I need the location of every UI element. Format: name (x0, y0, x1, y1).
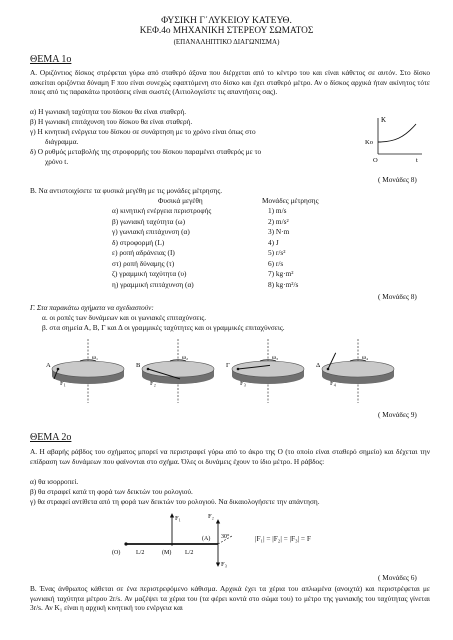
unit-cell: 3) N·m (268, 227, 290, 236)
theme2-a-item: γ) θα στραφεί αντίθετα από τη φορά των δεικτών του ρολογιού. Να δικαιολογήσετε την απάντηση. (30, 497, 320, 506)
graph-origin-label: O (373, 157, 378, 162)
theme1-a-item: δ) Ο ρυθμός μεταβολής της στροφορμής του δίσκου παραμένει σταθερός με το (30, 147, 262, 156)
theme1-b-text: Β. Να αντιστοιχίσετε τα φυσικά μεγέθη με τις μονάδες μέτρησης. (30, 186, 223, 195)
theme2-a-marks: ( Μονάδες 6) (378, 573, 417, 582)
theme2-a-item: β) θα στραφεί κατά τη φορά των δεικτών του ρολογιού. (30, 487, 193, 496)
force-equation: |F₁| = |F₂| = |F₃| = F (255, 534, 311, 543)
point-label: Δ (316, 362, 321, 369)
quantity-cell: γ) γωνιακή επιτάχυνση (α) (112, 227, 190, 236)
disc-top (52, 361, 124, 377)
unit-cell: 1) m/s (268, 206, 287, 215)
unit-cell: 2) m/s² (268, 216, 289, 226)
theme1-b-marks: ( Μονάδες 8) (378, 292, 417, 301)
force-label: F₂ (150, 380, 156, 387)
omega-label: ω₂ (182, 355, 189, 361)
seg1-label: L/2 (136, 550, 145, 556)
unit-cell: 6) r/s (268, 258, 284, 268)
omega-label: ω₃ (272, 355, 279, 361)
theme1-c-marks: ( Μονάδες 9) (378, 410, 417, 419)
angle-label: 30° (221, 534, 230, 540)
theme2-a-item: α) θα ισορροπεί. (30, 477, 79, 486)
theme1-a-item: γ) Η κινητική ενέργεια του δίσκου σε συνάρτηση με το χρόνο είναι όπως στο (30, 127, 256, 136)
exam-subtitle: (ΕΠΑΝΑΛΗΠΤΙΚΟ ΔΙΑΓΩΝΙΣΜΑ) (173, 38, 280, 46)
force-label: F₃ (240, 380, 246, 387)
point-label: A (46, 362, 51, 369)
graph-curve (378, 124, 416, 142)
theme2-a-text: Α. Η αβαρής ράβδος του σχήματος μπορεί να περιστραφεί γύρω από το άκρο της Ο (το οποίο είναι σταθερό σημείο) και δέχεται την επίδραση των δυνάμεων που φαίνονται στο σχήμα. Όλες οι δυνάμεις έχουν το ίδιο μέτρο. Η ράβδος: (30, 447, 430, 466)
theme1-a-item: α) Η γωνιακή ταχύτητα του δίσκου θα είναι σταθερή. (30, 107, 187, 116)
disc-diagram (44, 337, 132, 405)
disc-top (142, 361, 214, 377)
force-label: F₁ (60, 380, 66, 387)
omega-label: ω₁ (92, 355, 99, 361)
theme1-a-marks: ( Μονάδες 8) (378, 175, 417, 184)
quantity-cell: α) κινητική ενέργεια περιστροφής (112, 206, 212, 215)
theme1-a-item: χρόνο t. (45, 157, 69, 166)
seg2-label: L/2 (185, 550, 194, 556)
f2-label: F₂ (208, 513, 214, 520)
quantity-cell: β) γωνιακή ταχύτητα (ω) (112, 216, 185, 226)
point-label: Γ (226, 362, 230, 369)
graph-x-label: t (416, 157, 418, 162)
unit-cell: 8) kg·m²/s (268, 279, 299, 289)
b-col1-header: Φυσικά μεγέθη (158, 196, 203, 205)
unit-cell: 5) r/s² (268, 248, 286, 257)
unit-cell: 4) J (268, 237, 279, 247)
f1-label: F₁ (175, 515, 181, 522)
disc-top (232, 361, 304, 377)
o-point-label: (Ο) (112, 550, 121, 556)
graph-y0-label: Ko (365, 139, 373, 146)
disc-top (322, 361, 394, 377)
disc-diagram (314, 337, 402, 405)
theme1-a-item: β) Η γωνιακή επιτάχυνση του δίσκου θα είναι σταθερή. (30, 117, 193, 126)
a-point-label: (Α) (202, 536, 211, 542)
pivot-point (124, 542, 127, 545)
b-col2-header: Μονάδες μέτρησης (262, 196, 319, 205)
theme1-c-text: Γ. Στα παρακάτω σχήματα να σχεδιαστούν: (30, 303, 154, 312)
quantity-cell: ε) ροπή αδράνειας (I) (112, 248, 175, 257)
theme1-c-item: β. στα σημεία Α, Β, Γ και Δ οι γραμμικές ταχύτητες και οι γραμμικές επιταχύνσεις. (42, 323, 285, 332)
theme1-a-item: διάγραμμα. (45, 137, 79, 146)
omega-label: ω₄ (362, 355, 369, 361)
f3-label: F₃ (221, 561, 227, 568)
rod-figure (112, 508, 232, 568)
quantity-cell: στ) ροπή δύναμης (τ) (112, 258, 175, 268)
disc-diagram (224, 337, 312, 405)
chapter-title: ΚΕΦ.4ο ΜΗΧΑΝΙΚΗ ΣΤΕΡΕΟΥ ΣΩΜΑΤΟΣ (139, 26, 314, 36)
exam-title: ΦΥΣΙΚΗ Γ΄ΛΥΚΕΙΟΥ ΚΑΤΕΥΘ. (161, 15, 292, 26)
theme2-heading: ΘΕΜΑ 2ο (30, 432, 72, 443)
kinetic-energy-graph (364, 112, 428, 162)
theme1-c-item: α. οι ροπές των δυνάμεων και οι γωνιακές επιταχύνσεις. (42, 313, 207, 322)
unit-cell: 7) kg·m² (268, 269, 294, 278)
theme1-a-text: Α. Οριζόντιος δίσκος στρέφεται γύρω από σταθερό άξονα που διέρχεται από το κέντρο του και είναι κάθετος σε αυτόν. Στο δίσκο ασκείται οριζόντια δύναμη F που είναι συνεχώς εφαπτόμενη στο δίσκο και έχει σταθερό μέτρο. Αν ο δίσκος αρχικά ήταν ακίνητος τότε ποιες από τις παρακάτω προτάσεις είναι σωστές (Αιτιολογείστε τις απαντήσεις σας). (30, 68, 430, 96)
m-point-label: (Μ) (162, 550, 172, 556)
quantity-cell: ζ) γραμμική ταχύτητα (υ) (112, 269, 187, 278)
theme1-heading: ΘΕΜΑ 1ο (30, 54, 72, 65)
disc-diagram (134, 337, 222, 405)
point-label: B (136, 362, 141, 369)
quantity-cell: η) γραμμική επιτάχυνση (α) (112, 279, 194, 289)
quantity-cell: δ) στροφορμή (L) (112, 237, 165, 247)
force-label: F₄ (330, 380, 336, 387)
theme2-b-text: Β. Ένας άνθρωπος κάθεται σε ένα περιστρεφόμενο κάθισμα. Αρχικά έχει τα χέρια του απλωμένα (ανοιχτά) και περιστρέφεται με γωνιακή ταχύτητα μέτρου 2r/s. Αν μαζέψει τα χέρια του (τα φέρει κοντά στο σώμα του) το μέτρο της γωνιακής του ταχύτητας γίνεται 3r/s. Αν K₁ είναι η αρχική κινητική του ενέργεια και (30, 584, 430, 612)
graph-y-label: K (381, 116, 387, 124)
